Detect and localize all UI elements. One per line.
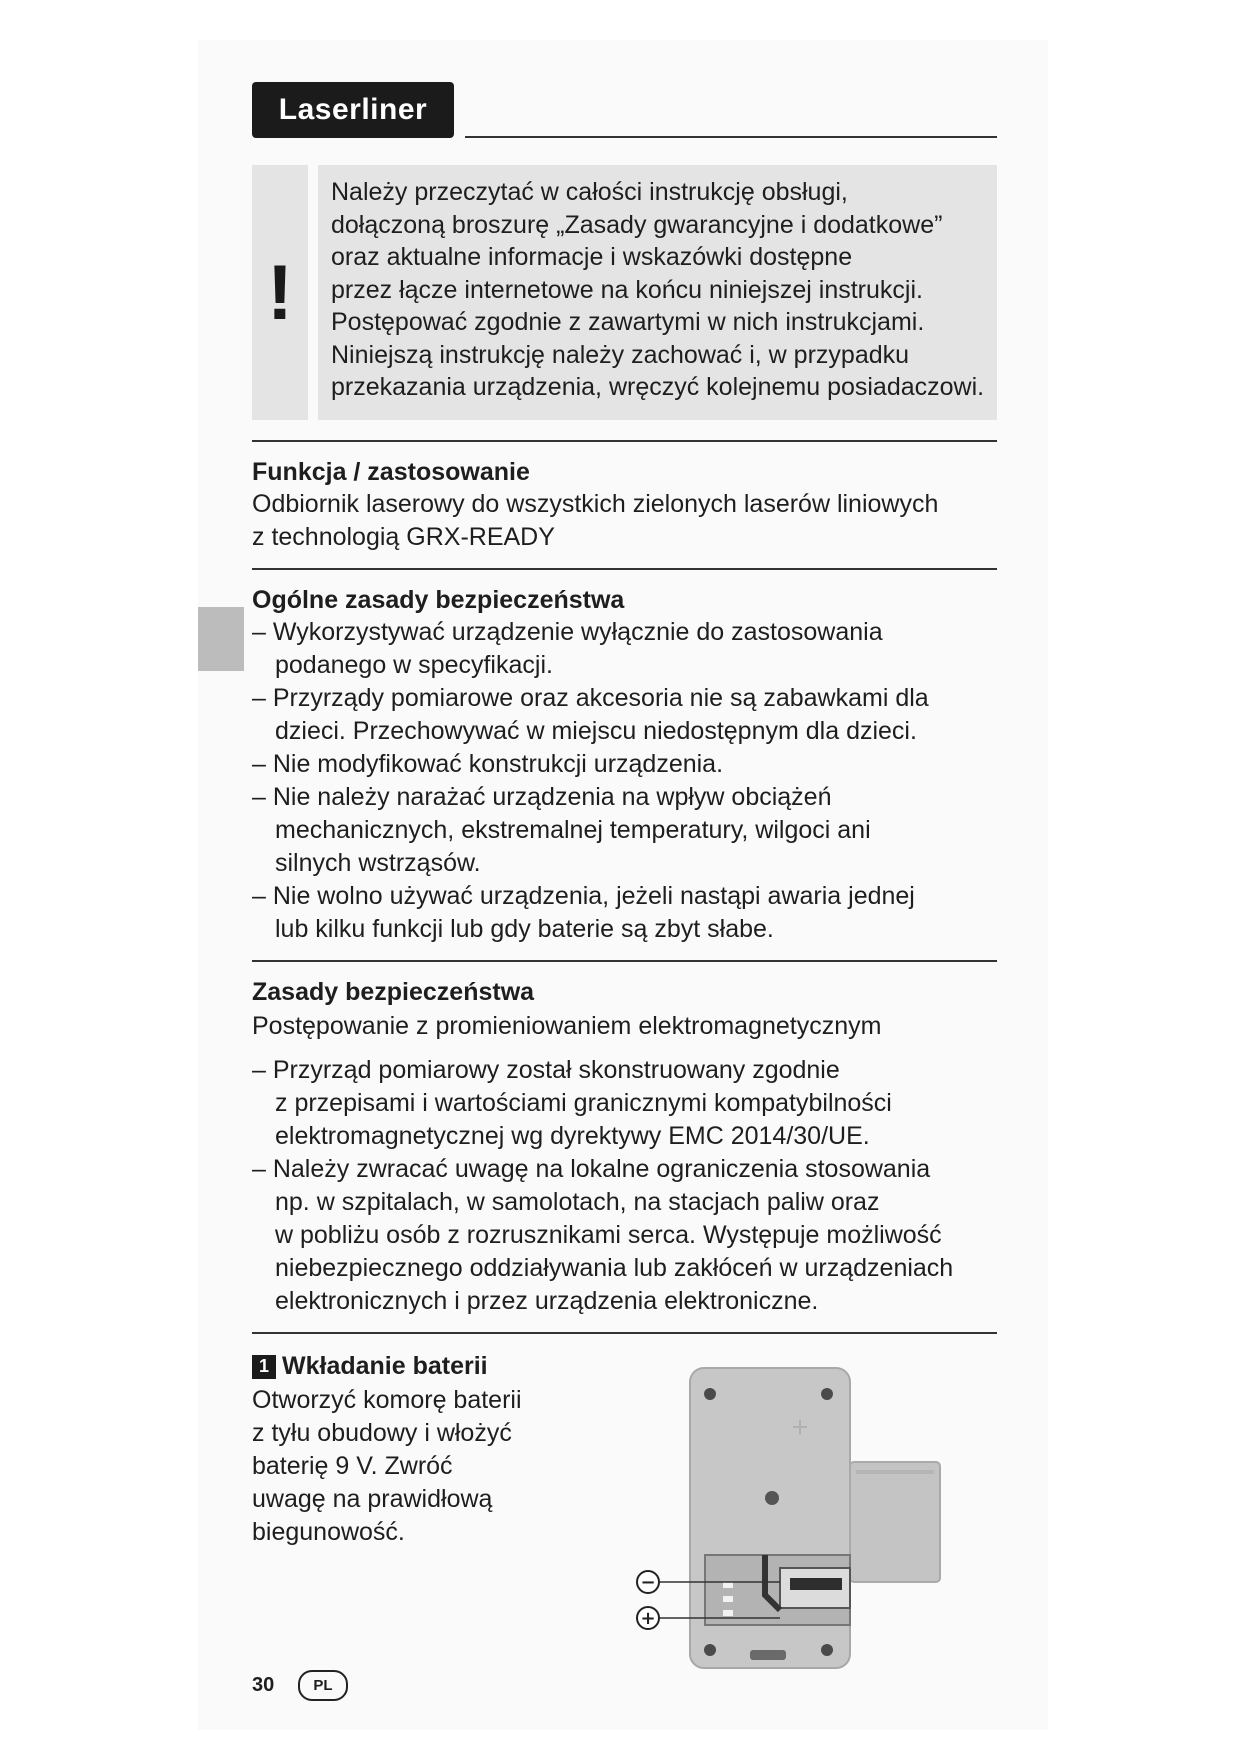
step-number-badge: 1: [252, 1355, 276, 1379]
function-heading: Funkcja / zastosowanie: [252, 458, 530, 486]
battery-compartment-image: [630, 1360, 980, 1680]
general-safety-line: – Wykorzystywać urządzenie wyłącznie do zastosowania: [252, 618, 883, 646]
safety-line: – Przyrząd pomiarowy został skonstruowany zgodnie: [252, 1056, 840, 1084]
section-divider: [252, 1332, 997, 1334]
notice-box: [318, 165, 997, 420]
language-badge: PL: [298, 1670, 348, 1701]
general-safety-line: lub kilku funkcji lub gdy baterie są zbyt słabe.: [275, 915, 774, 943]
function-line: z technologią GRX-READY: [252, 523, 555, 551]
notice-line: przez łącze internetowe na końcu niniejszej instrukcji.: [331, 275, 923, 304]
page-number: 30: [252, 1674, 275, 1696]
section-divider: [252, 568, 997, 570]
function-line: Odbiornik laserowy do wszystkich zielonych laserów liniowych: [252, 490, 939, 518]
notice-line: przekazania urządzenia, wręczyć kolejnemu posiadaczowi.: [331, 373, 985, 401]
language-side-tab: [198, 607, 244, 671]
safety-line: elektromagnetycznej wg dyrektywy EMC 2014/30/UE.: [275, 1122, 870, 1150]
header-rule: [465, 136, 997, 138]
safety-line: elektronicznych i przez urządzenia elektroniczne.: [275, 1287, 819, 1315]
safety-line: niebezpiecznego oddziaływania lub zakłóceń w urządzeniach: [275, 1254, 954, 1282]
section-divider: [252, 960, 997, 962]
battery-line: uwagę na prawidłową: [252, 1485, 493, 1513]
plus-symbol: +: [640, 1608, 656, 1629]
general-safety-line: – Nie wolno używać urządzenia, jeżeli nastąpi awaria jednej: [252, 882, 915, 910]
warning-exclamation-icon: !: [252, 165, 308, 420]
battery-line: z tyłu obudowy i włożyć: [252, 1419, 512, 1447]
notice-line: Należy przeczytać w całości instrukcję obsługi,: [331, 178, 848, 206]
general-safety-line: – Przyrządy pomiarowe oraz akcesoria nie są zabawkami dla: [252, 684, 929, 712]
safety-subheading: Postępowanie z promieniowaniem elektromagnetycznym: [252, 1012, 882, 1040]
safety-line: z przepisami i wartościami granicznymi kompatybilności: [275, 1089, 892, 1117]
safety-line: np. w szpitalach, w samolotach, na stacjach paliw oraz: [275, 1188, 880, 1216]
minus-symbol: −: [640, 1572, 656, 1593]
general-safety-line: dzieci. Przechowywać w miejscu niedostępnym dla dzieci.: [275, 717, 917, 745]
section-divider: [252, 440, 997, 442]
laserliner-logo: Laserliner: [252, 82, 454, 138]
notice-line: dołączoną broszurę „Zasady gwarancyjne i dodatkowe”: [331, 210, 943, 239]
battery-line: Otworzyć komorę baterii: [252, 1386, 522, 1414]
safety-line: w pobliżu osób z rozrusznikami serca. Występuje możliwość: [275, 1221, 942, 1249]
notice-line: Niniejszą instrukcję należy zachować i, w przypadku: [331, 340, 910, 369]
battery-heading: Wkładanie baterii: [282, 1352, 488, 1380]
general-safety-line: podanego w specyfikacji.: [275, 651, 553, 679]
notice-line: Postępować zgodnie z zawartymi w nich instrukcjami.: [331, 308, 925, 336]
safety-line: – Należy zwracać uwagę na lokalne ograniczenia stosowania: [252, 1155, 931, 1183]
general-safety-line: silnych wstrząsów.: [275, 849, 481, 877]
safety-heading: Zasady bezpieczeństwa: [252, 978, 535, 1006]
general-safety-line: – Nie należy narażać urządzenia na wpływ obciążeń: [252, 783, 832, 811]
general-safety-heading: Ogólne zasady bezpieczeństwa: [252, 586, 625, 614]
battery-line: baterię 9 V. Zwróć: [252, 1452, 453, 1480]
general-safety-line: – Nie modyfikować konstrukcji urządzenia.: [252, 750, 724, 778]
notice-line: oraz aktualne informacje i wskazówki dostępne: [331, 243, 853, 271]
battery-heading-row: [252, 1352, 488, 1381]
battery-line: biegunowość.: [252, 1518, 405, 1546]
general-safety-line: mechanicznych, ekstremalnej temperatury, wilgoci ani: [275, 816, 871, 844]
